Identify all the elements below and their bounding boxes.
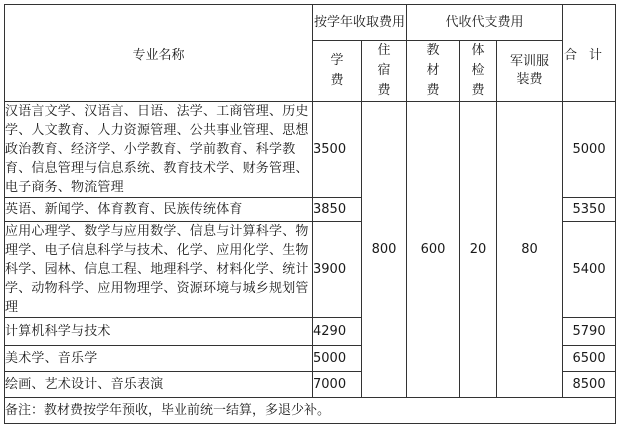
column-header-textbook-label: 教材费: [426, 43, 440, 98]
shared-uniform-fee: 80: [497, 102, 563, 398]
row-tuition: 7000: [313, 372, 362, 398]
column-header-textbook: [407, 41, 460, 102]
column-header-medical: [460, 41, 497, 102]
row-total: 5350: [563, 198, 616, 222]
column-header-uniform: [497, 41, 563, 102]
column-group-annual-fees: 按学年收取费用: [313, 5, 407, 41]
row-tuition: 4290: [313, 318, 362, 346]
column-group-collected-fees: 代收代支费用: [407, 5, 563, 41]
row-majors: 绘画、艺术设计、音乐表演: [5, 372, 313, 398]
row-tuition: 3900: [313, 222, 362, 318]
column-header-major-name: 专业名称: [5, 5, 313, 102]
column-header-tuition: [313, 41, 362, 102]
note-row: [5, 398, 616, 424]
row-majors: 美术学、音乐学: [5, 346, 313, 372]
row-total: 5400: [563, 222, 616, 318]
column-header-dorm: [362, 41, 407, 102]
column-header-tuition-label: 学费: [330, 53, 344, 88]
fee-table-wrapper: [4, 4, 616, 424]
shared-textbook-fee: 600: [407, 102, 460, 398]
row-total: 5000: [563, 102, 616, 198]
row-tuition: 3850: [313, 198, 362, 222]
shared-dorm-fee: 800: [362, 102, 407, 398]
column-header-uniform-label: 军训服装费: [510, 54, 550, 87]
row-total: 8500: [563, 372, 616, 398]
fee-table: [4, 4, 616, 424]
row-majors: 应用心理学、数学与应用数学、信息与计算科学、物理学、电子信息科学与技术、化学、应用化学、生物科学、园林、信息工程、地理科学、材料化学、统计学、动物科学、应用物理学、资源环境与城乡规划管理: [5, 222, 313, 318]
row-tuition: 3500: [313, 102, 362, 198]
table-row: [5, 102, 616, 198]
header-row-1: [5, 5, 616, 41]
column-header-dorm-label: 住宿费: [377, 43, 391, 98]
row-total: 5790: [563, 318, 616, 346]
column-header-medical-label: 体检费: [471, 43, 485, 98]
shared-medical-fee: 20: [460, 102, 497, 398]
row-majors: 汉语言文学、汉语言、日语、法学、工商管理、历史学、人文教育、人力资源管理、公共事业管理、思想政治教育、经济学、小学教育、学前教育、科学教育、信息管理与信息系统、教育技术学、财务管理、电子商务、物流管理: [5, 102, 313, 198]
column-header-total: 合计: [563, 5, 616, 102]
row-majors: 英语、新闻学、体育教育、民族传统体育: [5, 198, 313, 222]
row-tuition: 5000: [313, 346, 362, 372]
table-note: 备注：教材费按学年预收，毕业前统一结算，多退少补。: [5, 398, 616, 424]
row-majors: 计算机科学与技术: [5, 318, 313, 346]
row-total: 6500: [563, 346, 616, 372]
